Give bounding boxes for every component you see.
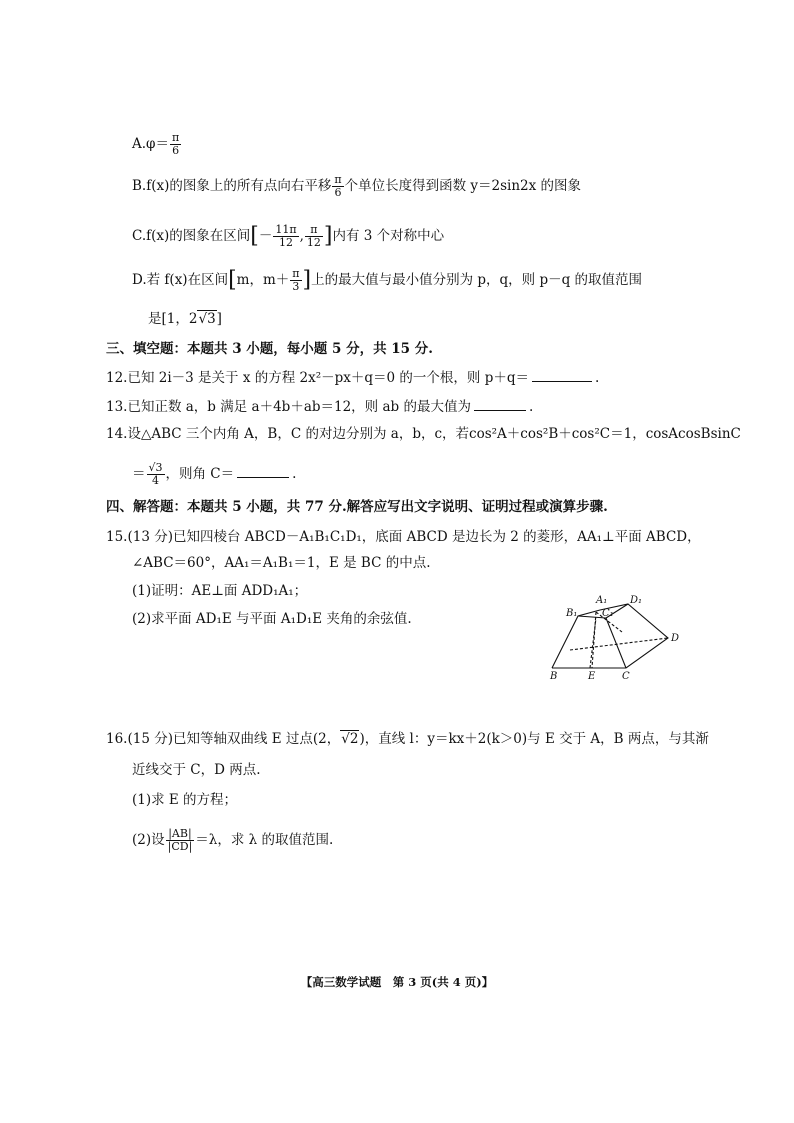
frac-den: 3 bbox=[292, 280, 300, 293]
frac-den: 6 bbox=[334, 186, 342, 199]
section3-heading: 三、填空题：本题共 3 小题，每小题 5 分，共 15 分. bbox=[106, 341, 433, 357]
option-a bbox=[132, 132, 182, 157]
question-12 bbox=[106, 367, 599, 388]
option-a-fraction bbox=[170, 132, 181, 157]
option-d-label: D. bbox=[132, 272, 147, 288]
option-b-label: B. bbox=[132, 178, 147, 194]
edge-c1c bbox=[606, 618, 626, 668]
frac-num: π bbox=[172, 131, 180, 144]
frac-num: π bbox=[334, 173, 342, 186]
option-d-cont bbox=[148, 309, 222, 329]
answer-blank bbox=[237, 463, 289, 478]
label-d: D bbox=[671, 633, 680, 644]
question-16-part2 bbox=[132, 828, 333, 853]
frac-num: π bbox=[292, 267, 300, 280]
option-c-text2: 内有 3 个对称中心 bbox=[332, 228, 445, 244]
question-15: 15.(13 分)已知四棱台 ABCD－A₁B₁C₁D₁，底面 ABCD 是边长为 2 的菱形，AA₁⊥平面 ABCD， bbox=[106, 529, 701, 545]
option-c-fraction1 bbox=[273, 224, 298, 249]
frac-num: 11π bbox=[275, 223, 297, 236]
option-d-fraction bbox=[290, 268, 301, 293]
q16-part2a: (2)设 bbox=[132, 832, 165, 848]
q16-fraction bbox=[166, 828, 195, 853]
q16-line1b: )，直线 l：y＝kx＋2(k＞0)与 E 交于 A，B 两点，与其渐 bbox=[359, 731, 709, 747]
bracket-open: [ bbox=[250, 223, 259, 249]
q14-line1: 14.设△ABC 三个内角 A，B，C 的对边分别为 a，b，c，若cos²A＋cos²B＋cos²C＝1，cosAcosBsinC bbox=[106, 426, 741, 442]
frac-den: 4 bbox=[152, 474, 159, 487]
hidden-edge-e bbox=[590, 618, 596, 668]
q14-end: . bbox=[292, 466, 297, 482]
option-d-interval: m，m＋ bbox=[236, 272, 290, 288]
option-c-label: C. bbox=[132, 228, 147, 244]
frac-den: |CD| bbox=[167, 840, 193, 853]
sqrt-sign: √3 bbox=[198, 311, 216, 327]
frac-num: |AB| bbox=[166, 828, 195, 841]
question-16-cont: 近线交于 C，D 两点. bbox=[132, 762, 261, 778]
q12-end: . bbox=[595, 370, 600, 386]
label-d1: D₁ bbox=[630, 595, 643, 606]
option-a-text: φ＝ bbox=[146, 136, 169, 152]
frac-num: √3 bbox=[148, 461, 163, 474]
frac-den: 6 bbox=[172, 144, 180, 157]
bracket-close: ] bbox=[302, 267, 312, 293]
bracket-open: [ bbox=[228, 267, 237, 293]
q14-line2: ，则角 C＝ bbox=[165, 466, 235, 482]
q13-end: . bbox=[528, 399, 534, 415]
q16-part2b: ＝λ，求 λ 的取值范围. bbox=[195, 832, 334, 848]
option-b bbox=[132, 174, 581, 199]
frac-den: 12 bbox=[306, 236, 321, 249]
option-c-fraction2 bbox=[305, 224, 323, 249]
question-15-cont: ∠ABC＝60°，AA₁＝A₁B₁＝1，E 是 BC 的中点. bbox=[132, 555, 431, 571]
option-d-text4: ] bbox=[216, 311, 222, 327]
question-13 bbox=[106, 396, 533, 417]
q13-text: 13.已知正数 a，b 满足 a＋4b＋ab＝12，则 ab 的最大值为 bbox=[106, 399, 471, 415]
question-15-part2: (2)求平面 AD₁E 与平面 A₁D₁E 夹角的余弦值. bbox=[132, 611, 412, 627]
option-c-text1: f(x)的图象在区间 bbox=[146, 228, 251, 244]
label-b: B bbox=[550, 671, 558, 680]
answer-blank bbox=[474, 396, 526, 411]
answer-blank bbox=[532, 367, 592, 382]
option-b-fraction bbox=[332, 174, 343, 199]
option-d bbox=[132, 268, 642, 293]
q16-line1a: 16.(15 分)已知等轴双曲线 E 过点(2， bbox=[106, 731, 341, 747]
q14-eq: ＝ bbox=[132, 466, 146, 482]
option-b-text2: 个单位长度得到函数 y＝2sin2x 的图象 bbox=[344, 178, 582, 194]
label-b1: B₁ bbox=[566, 608, 578, 619]
label-a1: A₁ bbox=[596, 595, 608, 606]
sqrt-sign: √2 bbox=[341, 731, 359, 747]
frustum-figure bbox=[530, 588, 690, 680]
q14-fraction bbox=[147, 462, 165, 487]
q12-text: 12.已知 2i－3 是关于 x 的方程 2x²－px＋q＝0 的一个根，则 p＋q＝ bbox=[106, 370, 530, 386]
frac-den: 12 bbox=[279, 236, 293, 249]
frac-num: π bbox=[305, 224, 323, 237]
question-15-part1: (1)证明：AE⊥面 ADD₁A₁； bbox=[132, 583, 308, 599]
question-14-cont bbox=[132, 462, 296, 487]
page-footer: 【高三数学试题 第 3 页(共 4 页)】 bbox=[300, 975, 494, 989]
option-d-text3: 是[1，2 bbox=[148, 311, 198, 327]
sqrt-value: 3 bbox=[207, 311, 216, 327]
label-c: C bbox=[622, 671, 630, 680]
question-16-part1: (1)求 E 的方程； bbox=[132, 792, 238, 808]
label-c1: C₁ bbox=[602, 608, 614, 619]
bracket-close: ] bbox=[323, 223, 333, 249]
option-d-text2: 上的最大值与最小值分别为 p，q，则 p－q 的取值范围 bbox=[311, 272, 643, 288]
option-d-text1: 若 f(x)在区间 bbox=[146, 272, 229, 288]
option-b-text1: f(x)的图象上的所有点向右平移 bbox=[146, 178, 332, 194]
sqrt-value: 2 bbox=[349, 731, 359, 747]
question-16 bbox=[106, 729, 709, 749]
label-e: E bbox=[588, 671, 596, 680]
option-a-label: A. bbox=[132, 136, 147, 152]
section4-heading: 四、解答题：本题共 5 小题，共 77 分.解答应写出文字说明、证明过程或演算步骤. bbox=[106, 499, 608, 515]
option-c: C.f(x)的图象在区间[－ $\frac{11\pi}{12}$ , $\frac{\pi}{12}$ ]内有 3 个对称中心 bbox=[132, 223, 445, 249]
question-14 bbox=[106, 424, 741, 444]
